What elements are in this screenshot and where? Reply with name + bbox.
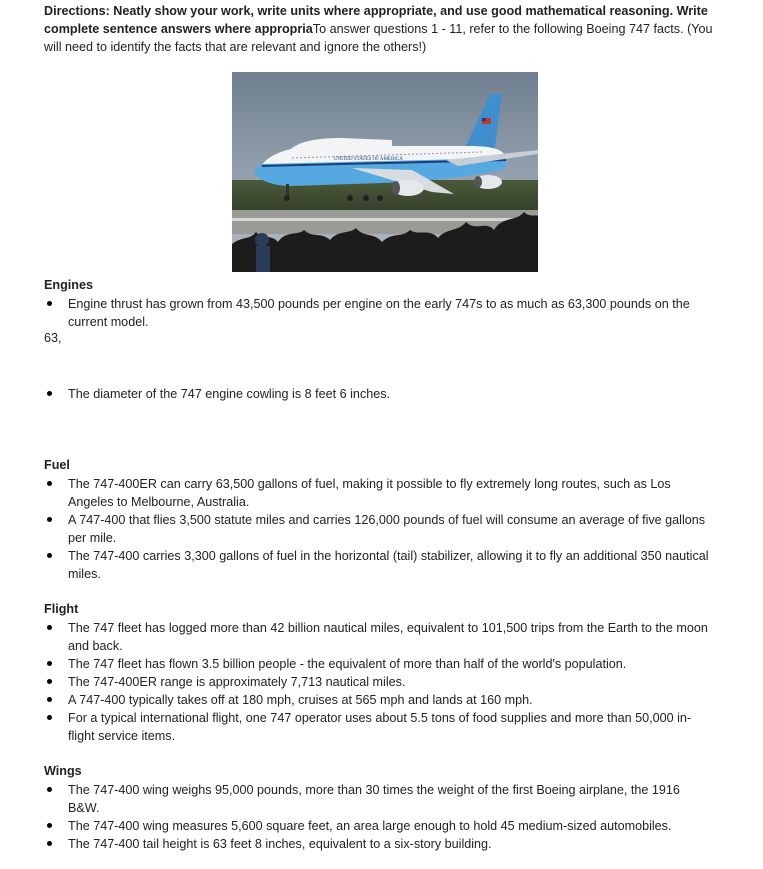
list-item: A 747-400 that flies 3,500 statute miles and carries 126,000 pounds of fuel will consume an average of five gallons per mile. <box>44 511 714 547</box>
directions-plain-text: To answer questions 1 - 11, refer to the following Boeing 747 facts. (You will need to identify the facts that are relevant and ignore the others!) <box>44 22 713 54</box>
list-item: A 747-400 typically takes off at 180 mph, cruises at 565 mph and lands at 160 mph. <box>44 691 714 709</box>
section-title-flight: Flight <box>44 602 79 616</box>
list-item: The 747-400 wing weighs 95,000 pounds, more than 30 times the weight of the first Boeing airplane, the 1916 B&W. <box>44 781 714 817</box>
section-title-wings: Wings <box>44 764 82 778</box>
engines-facts-list <box>44 295 714 331</box>
flight-facts-list <box>44 619 714 745</box>
section-title-engines: Engines <box>44 278 93 292</box>
stray-text: 63, <box>44 331 62 345</box>
list-item: The 747-400 tail height is 63 feet 8 inches, equivalent to a six-story building. <box>44 835 714 853</box>
section-title-fuel: Fuel <box>44 458 70 472</box>
fuel-facts-list <box>44 475 714 583</box>
wings-facts-list <box>44 781 714 853</box>
list-item: For a typical international flight, one 747 operator uses about 5.5 tons of food supplies and more than 50,000 in-flight service items. <box>44 709 714 745</box>
worksheet-page <box>44 0 724 851</box>
list-item: The diameter of the 747 engine cowling is 8 feet 6 inches. <box>44 385 714 403</box>
engines-facts-list-2 <box>44 385 714 403</box>
list-item: The 747-400 wing measures 5,600 square feet, an area large enough to hold 45 medium-sized automobiles. <box>44 817 714 835</box>
list-item: The 747-400ER range is approximately 7,713 nautical miles. <box>44 673 714 691</box>
directions-paragraph <box>44 2 724 56</box>
directions-bold-text: Directions: Neatly show your work, write units where appropriate, and use good mathematical reasoning. Write complete sentence answers where appropria <box>44 4 708 36</box>
list-item: The 747 fleet has flown 3.5 billion people - the equivalent of more than half of the world's population. <box>44 655 714 673</box>
list-item: The 747-400 carries 3,300 gallons of fuel in the horizontal (tail) stabilizer, allowing it to fly an additional 350 nautical miles. <box>44 547 714 583</box>
list-item: Engine thrust has grown from 43,500 pounds per engine on the early 747s to as much as 63,300 pounds on the current model. <box>44 295 714 331</box>
list-item: The 747 fleet has logged more than 42 billion nautical miles, equivalent to 101,500 trips from the Earth to the moon and back. <box>44 619 714 655</box>
boeing-747-photo <box>232 72 538 272</box>
list-item: The 747-400ER can carry 63,500 gallons of fuel, making it possible to fly extremely long routes, such as Los Angeles to Melbourne, Australia. <box>44 475 714 511</box>
fuselage-lettering: UNITED STATES OF AMERICA <box>334 157 403 162</box>
